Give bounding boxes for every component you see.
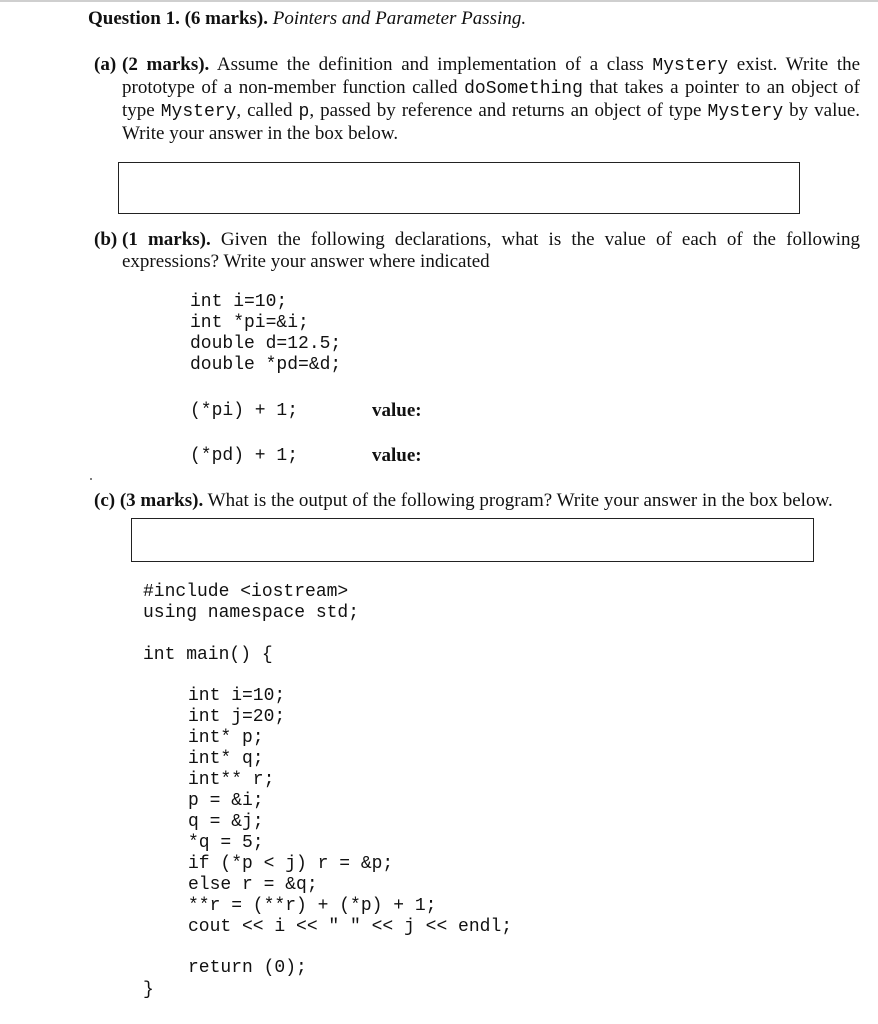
part-a-text-1: Assume the definition and implementation of a class bbox=[216, 54, 644, 75]
code-mystery-2: Mystery bbox=[160, 102, 237, 122]
part-a-text-6: by value. Write your answer in the box below. bbox=[122, 100, 861, 144]
declaration-line: double *pd=&d; bbox=[190, 355, 342, 375]
code-line: p = &i; bbox=[188, 791, 264, 811]
expression-2: (*pd) + 1; bbox=[190, 446, 299, 466]
code-mystery-3: Mystery bbox=[707, 102, 784, 122]
part-a-marks: (2 marks). bbox=[122, 54, 210, 75]
code-dosomething: doSomething bbox=[464, 79, 583, 99]
top-rule bbox=[0, 0, 878, 2]
declarations-block bbox=[190, 292, 341, 376]
value-label-2-text: value: bbox=[372, 445, 422, 466]
part-a-text-5: , passed by reference and returns an object of type bbox=[309, 100, 702, 121]
question-heading: Question 1. (6 marks). Pointers and Parameter Passing. bbox=[88, 8, 527, 29]
code-line: int j=20; bbox=[188, 707, 286, 727]
declaration-line: int i=10; bbox=[190, 292, 288, 312]
code-line: else r = &q; bbox=[188, 875, 318, 895]
value-label-1-text: value: bbox=[372, 400, 422, 421]
part-c-answer-box[interactable] bbox=[131, 518, 814, 562]
code-line: cout << i << " " << j << endl; bbox=[188, 917, 513, 937]
part-c-question-text: What is the output of the following program? Write your answer in the box below. bbox=[207, 490, 833, 511]
closing-brace: } bbox=[143, 980, 154, 1000]
part-b-question-text: Given the following declarations, what is the value of each of the following expressions? Write your answer where indicated bbox=[122, 229, 861, 272]
part-a-answer-box[interactable] bbox=[118, 162, 800, 214]
code-line: *q = 5; bbox=[188, 833, 264, 853]
code-mystery-1: Mystery bbox=[652, 56, 729, 76]
code-line: if (*p < j) r = &p; bbox=[188, 854, 394, 874]
part-a-text-4: , called bbox=[236, 100, 293, 121]
part-a-label-wrap bbox=[94, 54, 122, 76]
part-a-text bbox=[122, 54, 860, 145]
expression-1: (*pi) + 1; bbox=[190, 401, 299, 421]
part-c-marks: (3 marks). bbox=[119, 490, 204, 511]
value-label-2 bbox=[372, 445, 422, 467]
part-b-text bbox=[122, 229, 860, 273]
question-marks: (6 marks) bbox=[184, 8, 264, 29]
program-header bbox=[143, 582, 359, 624]
declaration-line: double d=12.5; bbox=[190, 334, 342, 354]
main-body bbox=[188, 686, 512, 938]
code-line: int* p; bbox=[188, 728, 264, 748]
part-c-heading bbox=[94, 490, 833, 512]
return-line: return (0); bbox=[188, 958, 307, 978]
stray-dot bbox=[90, 478, 92, 480]
code-line: q = &j; bbox=[188, 812, 264, 832]
question-number: Question 1. bbox=[88, 8, 180, 29]
value-label-1 bbox=[372, 400, 422, 422]
question-title: Pointers and Parameter Passing. bbox=[272, 8, 527, 29]
using-line: using namespace std; bbox=[143, 603, 360, 623]
code-line: int** r; bbox=[188, 770, 275, 790]
part-b-label: (b) bbox=[94, 229, 118, 250]
part-c-label: (c) bbox=[94, 490, 116, 511]
code-p: p bbox=[298, 102, 310, 122]
code-line: **r = (**r) + (*p) + 1; bbox=[188, 896, 437, 916]
part-b-label-wrap bbox=[94, 229, 122, 251]
include-line: #include <iostream> bbox=[143, 582, 349, 602]
part-b-marks: (1 marks). bbox=[122, 229, 211, 250]
part-a-text-2: exist. Write the prototype of a non-member function called bbox=[122, 54, 861, 98]
code-line: int* q; bbox=[188, 749, 264, 769]
part-a-text-3: that takes a pointer to an object of type bbox=[122, 77, 861, 121]
part-a-label: (a) bbox=[94, 54, 117, 75]
main-signature: int main() { bbox=[143, 645, 273, 665]
declaration-line: int *pi=&i; bbox=[190, 313, 309, 333]
code-line: int i=10; bbox=[188, 686, 286, 706]
